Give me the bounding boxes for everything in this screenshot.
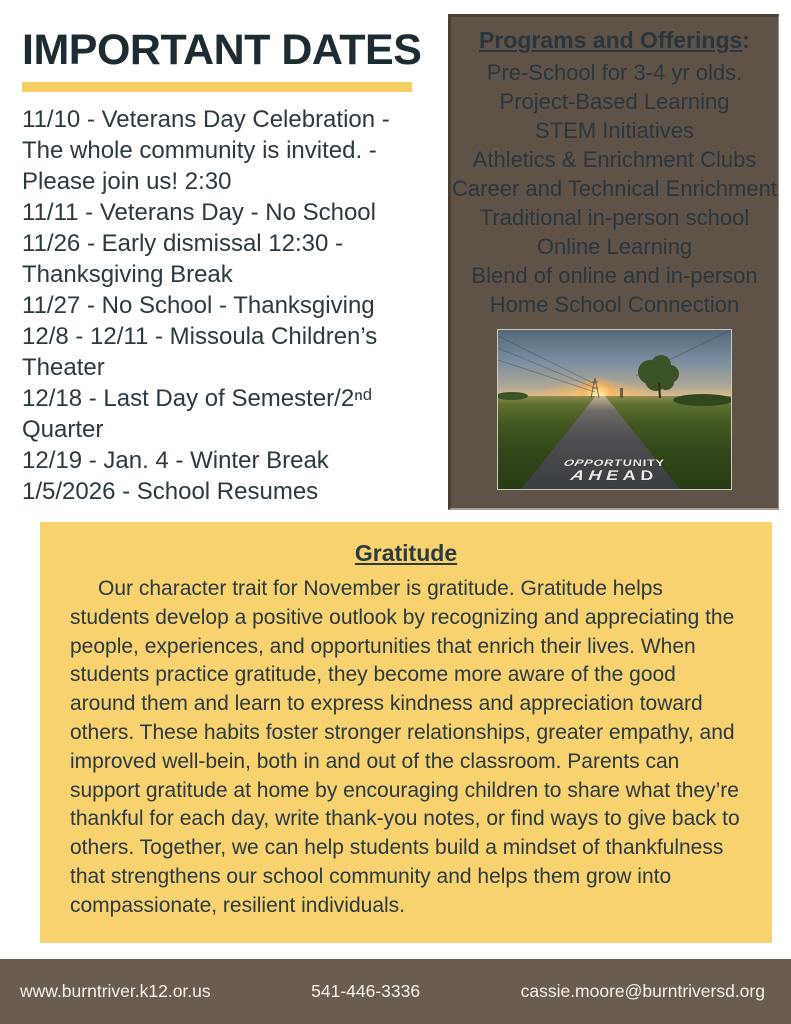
programs-item: Pre-School for 3-4 yr olds. [486,60,743,85]
programs-item: Traditional in-person school [479,205,750,230]
programs-item: Project-Based Learning [499,89,730,114]
roadside-bushes [673,394,731,406]
gratitude-panel [40,522,772,943]
road-text-ahead: AHEAD [568,468,661,485]
important-dates-item: 1/5/2026 - School Resumes [22,478,319,505]
programs-title-text: Programs and Offerings [479,27,743,53]
programs-item: Online Learning [536,234,693,259]
programs-offerings-panel [448,14,779,510]
programs-item: Blend of online and in-person [471,263,758,288]
gratitude-body: Our character trait for November is gratitude. Gratitude helps students develop a positive outlook by recognizing and appreciating the people, experiences, and opportunities that enrich their lives. When students practice gratitude, they become more aware of the good around them and learn to express kindness and appreciation toward others. These habits foster stronger relationships, greater empathy, and improved well-bein, both in and out of the classroom. Parents can support gratitude at home by encouraging children to share what they’re thankful for each day, write thank-you notes, or find ways to give back to others. Together, we can help students build a mindset of thankfulness that strengthens our school community and helps them grow into compassionate, resilient individuals. [70,577,740,917]
programs-item: Home School Connection [489,292,740,317]
programs-item: STEM Initiatives [535,118,694,143]
important-dates-item: 12/8 - 12/11 - Missoula Children’s Theater [22,323,378,381]
title-underline-accent [22,82,412,92]
programs-item: Athletics & Enrichment Clubs [472,147,757,172]
footer-website: www.burntriver.k12.or.us [20,981,211,1001]
important-dates-item: 12/18 - Last Day of Semester/2ⁿᵈ Quarter [22,385,372,443]
important-dates-item: 11/11 - Veterans Day - No School [22,199,376,226]
distant-structure [620,388,623,398]
opportunity-ahead-photo [497,329,732,490]
tree-trunk [659,382,660,398]
footer-phone: 541-446-3336 [311,981,421,1001]
important-dates-list [22,104,422,507]
programs-item: Career and Technical Enrichment [452,176,777,201]
footer-bar [0,959,791,1024]
important-dates-item: 11/27 - No School - Thanksgiving [22,292,375,319]
important-dates-title: IMPORTANT DATES [22,26,422,74]
pylon-silhouette [591,378,599,398]
gratitude-title: Gratitude [354,540,458,566]
programs-title-colon: : [742,27,750,53]
footer-email: cassie.moore@burntriversd.org [520,981,765,1001]
programs-offerings-title [451,27,778,54]
important-dates-item: 11/26 - Early dismissal 12:30 - Thanksgiving Break [22,230,344,288]
road-text-opportunity: OPPORTUNITY [561,458,668,469]
important-dates-item: 11/10 - Veterans Day Celebration - The whole community is invited. - Please join us! 2:30 [22,106,390,195]
important-dates-item: 12/19 - Jan. 4 - Winter Break [22,447,329,474]
distant-treeline [498,392,528,400]
important-dates-section [22,26,434,507]
programs-list [451,58,778,319]
